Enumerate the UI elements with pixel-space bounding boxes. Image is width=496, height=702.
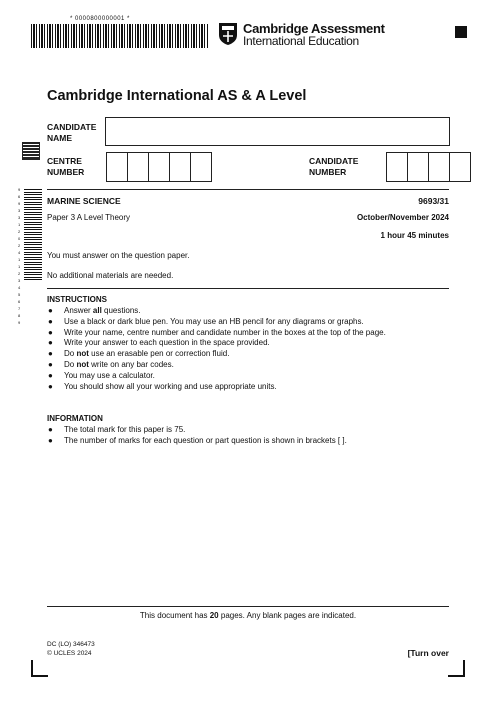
- cambridge-logo: [218, 22, 388, 48]
- syllabus-code: 9693/31: [418, 196, 449, 206]
- instruction-item: ● Use a black or dark blue pen. You may use an HB pencil for any diagrams or graphs.: [48, 316, 364, 326]
- information-item: ● The total mark for this paper is 75.: [48, 425, 186, 434]
- side-digit: 6: [18, 299, 21, 304]
- materials-note: No additional materials are needed.: [47, 271, 174, 280]
- side-digit: 2: [18, 229, 21, 234]
- side-digit: 2: [18, 243, 21, 248]
- page-count-number: 20: [209, 611, 219, 620]
- bullet-icon: ●: [48, 370, 53, 380]
- bullet-icon: ●: [48, 316, 53, 326]
- instruction-item: ● Do not write on any bar codes.: [48, 359, 174, 369]
- instruction-item: ● You should show all your working and use appropriate units.: [48, 381, 277, 391]
- copyright: © UCLES 2024: [47, 650, 92, 657]
- candidate-digit-box[interactable]: [407, 153, 428, 181]
- candidate-number-label: CANDIDATE NUMBER: [309, 156, 359, 177]
- instruction-item: ● Do not use an erasable pen or correction fluid.: [48, 349, 230, 359]
- side-digit: 0: [18, 236, 21, 241]
- paper-title: Paper 3 A Level Theory: [47, 213, 131, 222]
- side-digit: 9: [18, 320, 21, 325]
- divider: [47, 288, 449, 289]
- side-digit: 1: [18, 264, 21, 269]
- centre-number-field[interactable]: [106, 152, 212, 182]
- candidate-name-label: CANDIDATE NAME: [47, 122, 97, 143]
- centre-digit-box[interactable]: [190, 153, 211, 181]
- candidate-number-field[interactable]: [386, 152, 471, 182]
- centre-number-label: CENTRE NUMBER: [47, 156, 85, 177]
- side-digit: 1: [18, 222, 21, 227]
- side-digit: 3: [18, 215, 21, 220]
- side-digit: 5: [18, 292, 21, 297]
- bullet-icon: ●: [48, 425, 53, 434]
- candidate-digit-box[interactable]: [449, 153, 470, 181]
- instructions-list: [47, 306, 386, 392]
- page-count-post: pages. Any blank pages are indicated.: [218, 611, 357, 620]
- bullet-icon: ●: [48, 359, 53, 369]
- crop-mark-right: [448, 675, 465, 677]
- bullet-icon: ●: [48, 435, 53, 445]
- instructions-heading: INSTRUCTIONS: [47, 295, 107, 304]
- information-list: [47, 425, 347, 447]
- exam-duration: 1 hour 45 minutes: [380, 231, 449, 240]
- side-digit: 2: [18, 271, 21, 276]
- bullet-icon: ●: [48, 338, 53, 348]
- centre-digit-box[interactable]: [107, 153, 127, 181]
- candidate-digit-box[interactable]: [387, 153, 407, 181]
- side-digit: 9: [18, 187, 21, 192]
- information-heading: INFORMATION: [47, 414, 103, 423]
- exam-session: October/November 2024: [356, 213, 449, 222]
- side-digit: 4: [18, 250, 21, 255]
- crop-mark-left: [31, 675, 48, 677]
- bullet-icon: ●: [48, 306, 53, 315]
- side-barcode: [24, 188, 42, 280]
- centre-digit-box[interactable]: [148, 153, 169, 181]
- side-digit: 6: [18, 194, 21, 199]
- logo-line-2: International Education: [243, 34, 359, 48]
- side-digit: 8: [18, 313, 21, 318]
- instruction-item: ● Answer all questions.: [48, 306, 141, 315]
- subject-name: MARINE SCIENCE: [47, 196, 121, 206]
- candidate-digit-box[interactable]: [428, 153, 449, 181]
- candidate-name-field[interactable]: [105, 117, 450, 146]
- page-title: Cambridge International AS & A Level: [47, 88, 307, 104]
- side-digit: 1: [18, 257, 21, 262]
- side-barcode-digits: [18, 186, 24, 326]
- page-count-pre: This document has: [139, 611, 210, 620]
- turn-over-label: [Turn over: [407, 648, 449, 658]
- information-item: ● The number of marks for each question or part question is shown in brackets [ ].: [48, 435, 347, 445]
- centre-digit-box[interactable]: [169, 153, 190, 181]
- bullet-icon: ●: [48, 349, 53, 359]
- page-count-note: [0, 611, 496, 620]
- instruction-item: ● Write your answer to each question in the space provided.: [48, 338, 270, 348]
- side-digit: 7: [18, 306, 21, 311]
- barcode-number: * 0000800000001 *: [70, 16, 130, 22]
- side-digit: 4: [18, 285, 21, 290]
- side-digit: 3: [18, 278, 21, 283]
- divider: [47, 189, 449, 190]
- instruction-item: ● You may use a calculator.: [48, 370, 155, 380]
- registration-mark: [455, 26, 467, 38]
- document-code: DC (LO) 346473: [47, 641, 95, 648]
- instruction-item: ● Write your name, centre number and candidate number in the boxes at the top of the page.: [48, 327, 386, 337]
- qr-code: [23, 143, 39, 159]
- answer-note: You must answer on the question paper.: [47, 251, 190, 260]
- barcode: [31, 24, 208, 48]
- side-digit: 3: [18, 208, 21, 213]
- bullet-icon: ●: [48, 381, 53, 391]
- side-digit: 9: [18, 201, 21, 206]
- bullet-icon: ●: [48, 327, 53, 337]
- shield-icon: [218, 22, 238, 46]
- logo-line-1: Cambridge Assessment: [243, 21, 385, 36]
- footer-divider: [47, 606, 449, 607]
- centre-digit-box[interactable]: [127, 153, 148, 181]
